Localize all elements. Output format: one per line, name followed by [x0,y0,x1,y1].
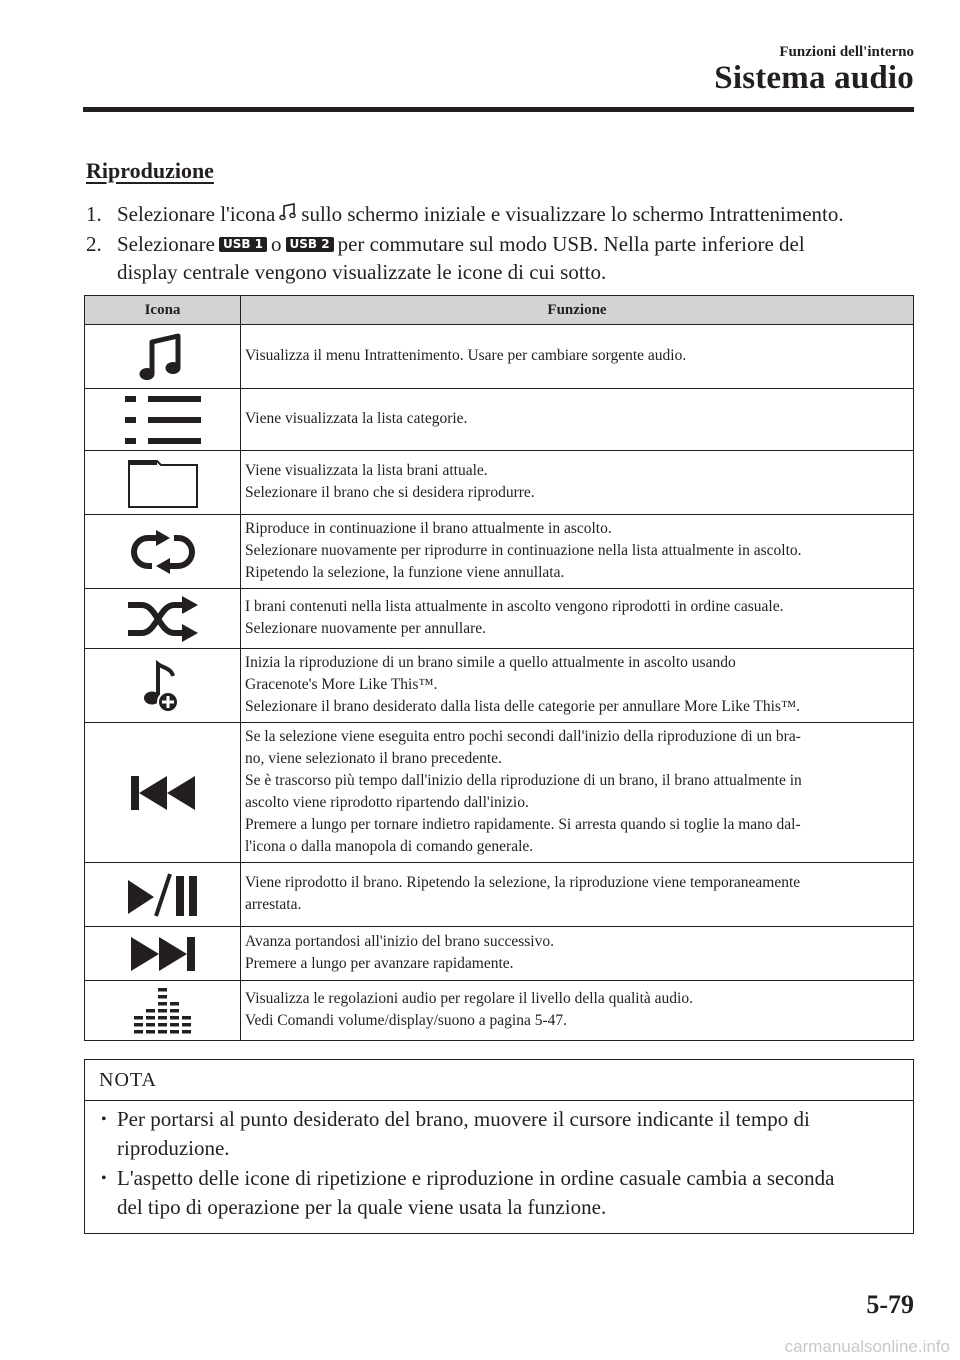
step-text: o [271,232,282,256]
description-line: Vedi Comandi volume/display/suono a pagina 5-47. [245,1012,568,1029]
table-row [85,325,914,389]
step-text: display centrale vengono visualizzate le icone di cui sotto. [117,260,607,284]
note-body [85,1101,913,1233]
function-description [241,927,914,981]
description-line: Selezionare il brano che si desidera riprodurre. [245,484,535,501]
page-number: 5-79 [866,1290,914,1319]
note-title: NOTA [85,1060,913,1101]
description-line: Selezionare nuovamente per riprodurre in continuazione nella lista attualmente in ascolto. [245,542,802,559]
category-list-icon [85,393,240,447]
table-row [85,451,914,515]
table-row [85,863,914,927]
steps-list [86,200,916,288]
icon-cell [85,389,241,451]
table-row [85,515,914,589]
function-description [241,981,914,1041]
note-item [99,1164,901,1222]
section-heading: Riproduzione [86,158,214,183]
note-item [99,1105,901,1163]
description-line: Ripetendo la selezione, la funzione viene annullata. [245,564,565,581]
usb2-key: USB 2 [286,237,334,252]
section-title: Funzioni dell'interno [779,44,914,60]
step-text: Selezionare [117,232,215,256]
function-description [241,389,914,451]
table-row [85,389,914,451]
folder-icon [85,457,240,509]
description-line: Se è trascorso più tempo dall'inizio della riproduzione di un brano, il brano attualmente in [245,772,802,789]
description-line: I brani contenuti nella lista attualmente in ascolto vengono riprodotti in ordine casuale. [245,598,784,615]
description-line: Inizia la riproduzione di un brano simile a quello attualmente in ascolto usando [245,654,736,671]
description-line: Se la selezione viene eseguita entro pochi secondi dall'inizio della riproduzione di un bra- [245,728,801,745]
description-line: Gracenote's More Like This™. [245,676,438,693]
step-1 [86,200,916,228]
table-row [85,927,914,981]
icon-cell [85,649,241,723]
column-header-function: Funzione [241,296,914,325]
step-number: 1. [86,202,102,226]
icon-function-table [84,295,914,1041]
note-text: L'aspetto delle icone di ripetizione e riproduzione in ordine casuale cambia a seconda [117,1166,835,1190]
description-line: Visualizza il menu Intrattenimento. Usare per cambiare sorgente audio. [245,347,687,364]
column-header-icon: Icona [85,296,241,325]
function-description [241,723,914,863]
table-row [85,589,914,649]
description-line: Avanza portandosi all'inizio del brano successivo. [245,933,554,950]
watermark: carmanualsonline.info [784,1337,950,1356]
header-rule [83,107,914,112]
music-note-icon [85,331,240,383]
note-text: riproduzione. [117,1136,230,1160]
description-line: Selezionare il brano desiderato dalla lista delle categorie per annullare More Like This™. [245,698,801,715]
equalizer-icon [85,986,240,1036]
description-line: Premere a lungo per tornare indietro rapidamente. Si arresta quando si toglie la mano dal- [245,816,801,833]
description-line: l'icona o dalla manopola di comando generale. [245,838,534,855]
step-text: per commutare sul modo USB. Nella parte inferiore del [337,232,805,256]
description-line: arrestata. [245,896,302,913]
function-description [241,649,914,723]
icon-cell [85,863,241,927]
page-title: Sistema audio [714,60,914,96]
step-text: Selezionare l'icona [117,202,276,226]
bullet-icon: • [101,1111,107,1128]
next-track-icon [85,935,240,973]
description-line: Premere a lungo per avanzare rapidamente. [245,955,514,972]
icon-cell [85,981,241,1041]
icon-cell [85,589,241,649]
note-text: Per portarsi al punto desiderato del brano, muovere il cursore indicante il tempo di [117,1107,810,1131]
more-like-this-icon [85,658,240,714]
description-line: Viene visualizzata la lista categorie. [245,410,468,427]
icon-cell [85,515,241,589]
previous-track-icon [85,774,240,812]
icon-cell [85,927,241,981]
music-note-icon [278,202,298,222]
description-line: Viene visualizzata la lista brani attuale. [245,462,488,479]
description-line: Riproduce in continuazione il brano attualmente in ascolto. [245,520,612,537]
function-description [241,451,914,515]
repeat-icon [85,530,240,574]
shuffle-icon [85,596,240,642]
table-row [85,723,914,863]
function-description [241,325,914,389]
description-line: ascolto viene riprodotto ripartendo dall'inizio. [245,794,529,811]
function-description [241,863,914,927]
note-text: del tipo di operazione per la quale viene usata la funzione. [117,1195,607,1219]
usb1-key: USB 1 [219,237,267,252]
table-row [85,649,914,723]
step-number: 2. [86,232,102,256]
description-line: Viene riprodotto il brano. Ripetendo la selezione, la riproduzione viene temporaneamente [245,874,801,891]
icon-cell [85,451,241,515]
description-line: Selezionare nuovamente per annullare. [245,620,486,637]
icon-cell [85,325,241,389]
play-pause-icon [85,872,240,918]
function-description [241,589,914,649]
bullet-icon: • [101,1170,107,1187]
table-header-row [85,296,914,325]
note-box [84,1059,914,1234]
step-text: sullo schermo iniziale e visualizzare lo schermo Intrattenimento. [301,202,844,226]
icon-cell [85,723,241,863]
table-row [85,981,914,1041]
description-line: no, viene selezionato il brano precedente. [245,750,502,767]
step-2 [86,230,916,286]
description-line: Visualizza le regolazioni audio per regolare il livello della qualità audio. [245,990,693,1007]
function-description [241,515,914,589]
